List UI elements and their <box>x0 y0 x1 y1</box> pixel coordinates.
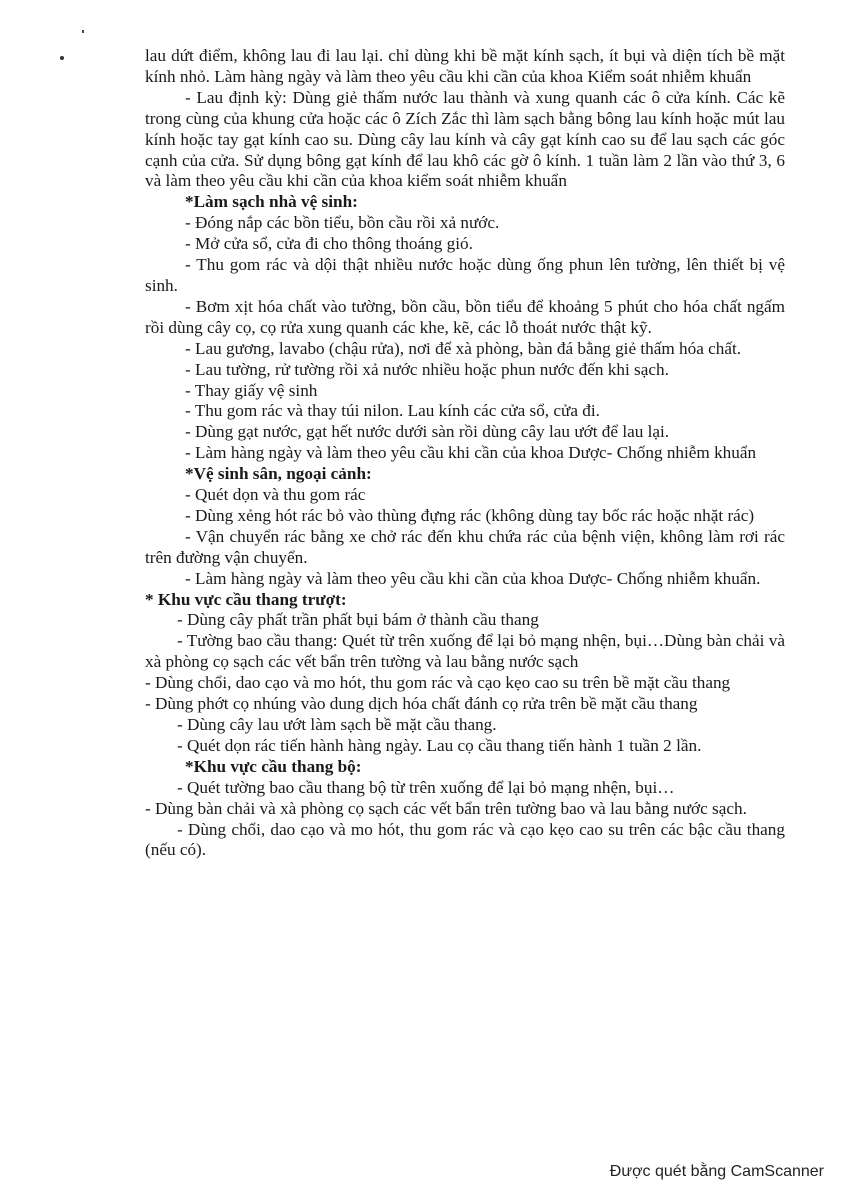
paragraph: - Làm hàng ngày và làm theo yêu cầu khi cần của khoa Dược- Chống nhiễm khuẩn. <box>185 568 761 588</box>
paragraph: - Dùng cây lau ướt làm sạch bề mặt cầu thang. <box>177 715 497 734</box>
section-heading: * Khu vực cầu thang trượt: <box>145 589 347 609</box>
paragraph: - Đóng nắp các bồn tiểu, bồn cầu rồi xả nước. <box>185 213 500 233</box>
section-heading: *Khu vực cầu thang bộ: <box>185 756 362 776</box>
paragraph: - Tường bao cầu thang: Quét từ trên xuống để lại bỏ mạng nhện, bụi…Dùng bàn chải và xà phòng cọ sạch các vết bẩn trên tường và lau bằng nước sạch <box>145 631 785 672</box>
paragraph: - Dùng chổi, dao cạo và mo hót, thu gom rác và cạo kẹo cao su trên các bậc cầu thang (nếu có). <box>145 819 785 860</box>
paragraph: - Dùng bàn chải và xà phòng cọ sạch các vết bẩn trên tường bao và lau bằng nước sạch. <box>145 798 747 818</box>
paragraph: - Mở cửa sổ, cửa đi cho thông thoáng gió. <box>185 234 473 254</box>
section-heading: *Vệ sinh sân, ngoại cảnh: <box>185 464 372 484</box>
paragraph: - Quét dọn và thu gom rác <box>185 485 366 505</box>
scan-speck <box>60 56 64 60</box>
paragraph: - Làm hàng ngày và làm theo yêu cầu khi cần của khoa Dược- Chống nhiễm khuẩn <box>185 443 757 463</box>
paragraph: - Dùng gạt nước, gạt hết nước dưới sàn rồi dùng cây lau ướt để lau lại. <box>185 422 670 442</box>
paragraph: - Lau tường, rử tường rồi xả nước nhiều hoặc phun nước đến khi sạch. <box>185 359 669 379</box>
paragraph: - Thu gom rác và thay túi nilon. Lau kính các cửa sổ, cửa đi. <box>185 401 600 421</box>
paragraph: - Quét dọn rác tiến hành hàng ngày. Lau cọ cầu thang tiến hành 1 tuần 2 lần. <box>177 735 702 755</box>
scan-speck <box>82 30 84 33</box>
paragraph: - Lau gương, lavabo (chậu rửa), nơi để xà phòng, bàn đá bằng giẻ thấm hóa chất. <box>185 338 742 358</box>
paragraph: - Lau định kỳ: Dùng giẻ thấm nước lau thành và xung quanh các ô cửa kính. Các kẽ trong cùng của khung cửa hoặc các ô Zích Zắc thì làm sạch bằng bông lau kính hoặc mút lau kính hoặc tay gạt kính cao su. Dùng cây lau kính và cây gạt kính cao su để lau sạch các góc cạnh của cửa. Sử dụng bông gạt kính để lau khô các gờ ô kính. 1 tuần làm 2 lần vào thứ 3, 6 và làm theo yêu cầu khi cần của khoa kiểm soát nhiễm khuẩn <box>145 87 785 191</box>
paragraph: - Vận chuyển rác bằng xe chở rác đến khu chứa rác của bệnh viện, không làm rơi rác trên đường vận chuyển. <box>145 526 785 567</box>
paragraph: lau dứt điểm, không lau đi lau lại. chỉ dùng khi bề mặt kính sạch, ít bụi và diện tích bề mặt kính nhỏ. Làm hàng ngày và làm theo yêu cầu khi cần của khoa Kiểm soát nhiễm khuẩn <box>145 46 785 86</box>
paragraph: - Dùng cây phất trần phất bụi bám ở thành cầu thang <box>177 610 539 630</box>
section-heading: *Làm sạch nhà vệ sinh: <box>185 192 358 212</box>
paragraph: - Bơm xịt hóa chất vào tường, bồn cầu, bồn tiểu để khoảng 5 phút cho hóa chất ngấm rồi dùng cây cọ, cọ rửa xung quanh các khe, kẽ, các lỗ thoát nước thật kỹ. <box>145 296 785 337</box>
document-body <box>145 46 785 861</box>
scanner-watermark: Được quét bằng CamScanner <box>609 1163 824 1180</box>
paragraph: - Quét tường bao cầu thang bộ từ trên xuống để lại bỏ mạng nhện, bụi… <box>177 777 675 797</box>
paragraph: - Dùng xẻng hót rác bỏ vào thùng đựng rác (không dùng tay bốc rác hoặc nhặt rác) <box>185 505 755 525</box>
paragraph: - Thu gom rác và dội thật nhiều nước hoặc dùng ống phun lên tường, lên thiết bị vệ sinh. <box>145 255 785 295</box>
paragraph: - Thay giấy vệ sinh <box>185 380 318 400</box>
paragraph: - Dùng chổi, dao cạo và mo hót, thu gom rác và cạo kẹo cao su trên bề mặt cầu thang <box>145 673 731 693</box>
paragraph: - Dùng phớt cọ nhúng vào dung dịch hóa chất đánh cọ rửa trên bề mặt cầu thang <box>145 694 698 714</box>
